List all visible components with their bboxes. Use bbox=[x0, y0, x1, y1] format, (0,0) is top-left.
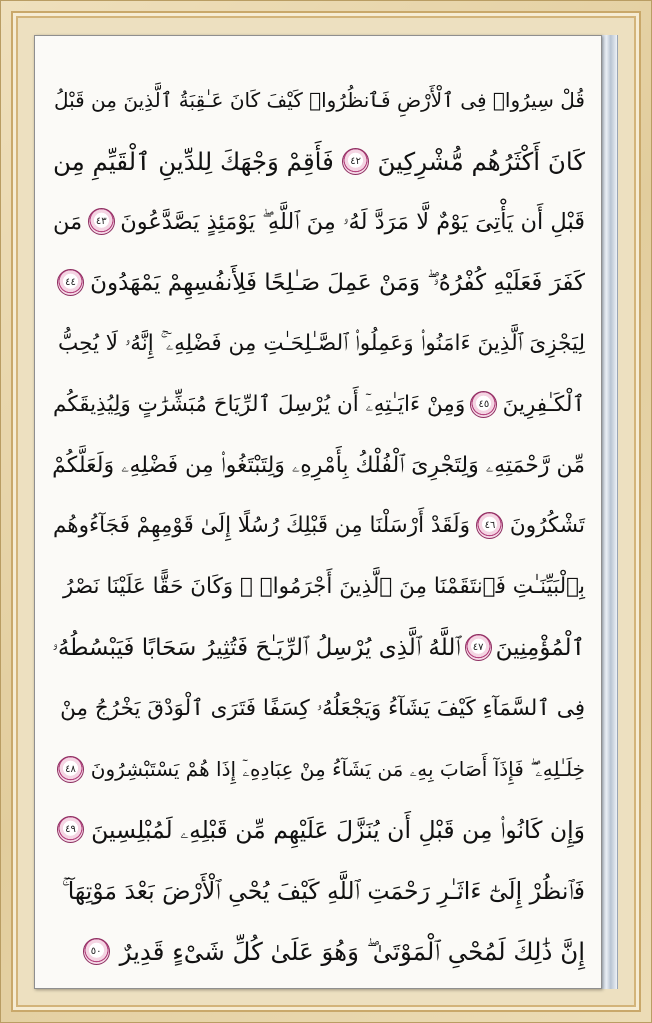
verse-text: إِنَّ ذَٰلِكَ لَمُحْىِ ٱلْمَوْتَىٰ ۖ وَهُوَ عَلَىٰ كُلِّ شَىْءٍ قَدِيرٌ bbox=[119, 937, 585, 967]
verse-line bbox=[53, 70, 585, 131]
verse-line bbox=[53, 192, 585, 253]
verse-line bbox=[53, 678, 585, 739]
ayah-number-marker: ٤٢ bbox=[342, 148, 369, 175]
verse-text: ٱللَّهُ ٱلَّذِى يُرْسِلُ ٱلرِّيَـٰحَ فَتُثِيرُ سَحَابًا فَيَبْسُطُهُۥ bbox=[52, 634, 461, 661]
ayah-number-marker: ٤٩ bbox=[57, 816, 84, 843]
verse-text: وَلَقَدْ أَرْسَلْنَا مِن قَبْلِكَ رُسُلًا إِلَىٰ قَوْمِهِمْ فَجَآءُوهُم bbox=[53, 513, 470, 539]
verse-text: خِلَـٰلِهِۦ ۖ فَإِذَآ أَصَابَ بِهِۦ مَن يَشَآءُ مِنْ عِبَادِهِۦٓ إِذَا هُمْ يَسْتَبْشِرُونَ bbox=[90, 757, 585, 782]
verse-text: قَبْلِ أَن يَأْتِىَ يَوْمٌ لَّا مَرَدَّ لَهُۥ مِنَ ٱللَّهِ ۖ يَوْمَئِذٍ يَصَّدَّعُونَ bbox=[120, 208, 585, 235]
verse-text: وَمِنْ ءَايَـٰتِهِۦٓ أَن يُرْسِلَ ٱلرِّيَاحَ مُبَشِّرَٰتٍ وَلِيُذِيقَكُم bbox=[53, 391, 466, 417]
verse-text: وَإِن كَانُوا۟ مِن قَبْلِ أَن يُنَزَّلَ عَلَيْهِم مِّن قَبْلِهِۦ لَمُبْلِسِينَ bbox=[91, 815, 585, 844]
verse-line bbox=[53, 556, 585, 617]
verse-text: فِى ٱلسَّمَآءِ كَيْفَ يَشَآءُ وَيَجْعَلُهُۥ كِسَفًا فَتَرَى ٱلْوَدْقَ يَخْرُجُ مِنْ bbox=[60, 695, 585, 721]
page-edge bbox=[600, 35, 618, 989]
mushaf-page bbox=[34, 35, 602, 989]
verse-text: كَفَرَ فَعَلَيْهِ كُفْرُهُۥ ۖ وَمَنْ عَمِلَ صَـٰلِحًا فَلِأَنفُسِهِمْ يَمْهَدُونَ bbox=[90, 269, 585, 296]
verse-text: فَأَقِمْ وَجْهَكَ لِلدِّينِ ٱلْقَيِّمِ مِن bbox=[53, 146, 334, 176]
ayah-number-marker: ٤٦ bbox=[476, 512, 503, 539]
verse-line bbox=[53, 617, 585, 678]
verse-line bbox=[53, 860, 585, 921]
verse-line bbox=[53, 374, 585, 435]
verse-lines bbox=[53, 70, 585, 974]
verse-text: قُلْ سِيرُوا۟ فِى ٱلْأَرْضِ فَٱنظُرُوا۟ كَيْفَ كَانَ عَـٰقِبَةُ ٱلَّذِينَ مِن قَبْلُ bbox=[53, 88, 585, 113]
verse-line bbox=[53, 131, 585, 192]
verse-line bbox=[53, 739, 585, 800]
ayah-number-marker: ٤٣ bbox=[88, 208, 115, 235]
verse-line bbox=[53, 313, 585, 374]
verse-text: مِّن رَّحْمَتِهِۦ وَلِتَجْرِىَ ٱلْفُلْكُ بِأَمْرِهِۦ وَلِتَبْتَغُوا۟ مِن فَضْلِهِۦ وَلَعَلَّكُمْ bbox=[52, 452, 585, 478]
ayah-number-marker: ٤٨ bbox=[57, 756, 84, 783]
verse-line bbox=[53, 435, 585, 496]
verse-text: لِيَجْزِىَ ٱلَّذِينَ ءَامَنُوا۟ وَعَمِلُوا۟ ٱلصَّـٰلِحَـٰتِ مِن فَضْلِهِۦٓ ۚ إِنَّهُۥ لَا يُحِبُّ bbox=[57, 331, 585, 357]
verse-text: بِٱلْبَيِّنَـٰتِ فَٱنتَقَمْنَا مِنَ ٱلَّذِينَ أَجْرَمُوا۟ ۖ وَكَانَ حَقًّا عَلَيْنَا نَصْرُ bbox=[63, 574, 585, 600]
ayah-number-marker: ٤٧ bbox=[465, 634, 492, 661]
verse-text: فَٱنظُرْ إِلَىٰٓ ءَاثَـٰرِ رَحْمَتِ ٱللَّهِ كَيْفَ يُحْىِ ٱلْأَرْضَ بَعْدَ مَوْتِهَآ ۚ bbox=[61, 876, 585, 905]
verse-text: تَشْكُرُونَ bbox=[509, 513, 585, 539]
verse-text: كَانَ أَكْثَرُهُم مُّشْرِكِينَ bbox=[377, 146, 585, 176]
verse-line bbox=[53, 252, 585, 313]
ayah-number-marker: ٤٤ bbox=[57, 269, 84, 296]
verse-line bbox=[53, 800, 585, 861]
verse-line bbox=[53, 496, 585, 557]
verse-text: مَن bbox=[53, 208, 83, 235]
ayah-number-marker: ٤٥ bbox=[470, 391, 497, 418]
verse-text: ٱلْمُؤْمِنِينَ bbox=[495, 634, 585, 661]
ayah-number-marker: ٥٠ bbox=[83, 938, 110, 965]
verse-line bbox=[53, 921, 585, 982]
verse-text: ٱلْكَـٰفِرِينَ bbox=[502, 391, 585, 417]
